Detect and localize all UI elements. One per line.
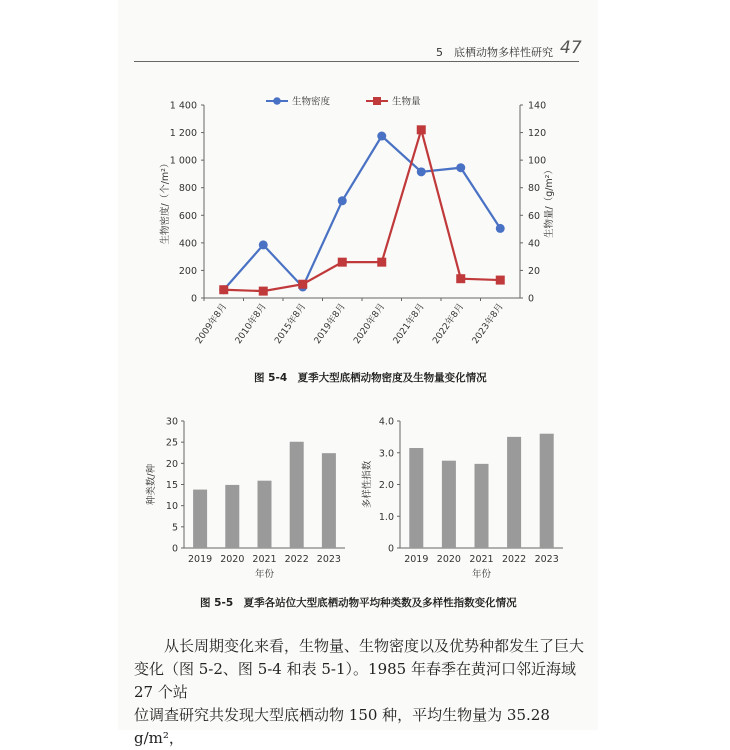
left-tick-label: 600 [178, 210, 197, 222]
density-point [456, 163, 465, 172]
body-line-2: 变化（图 5-2、图 5-4 和表 5-1）。1985 年春季在黄河口邻近海域 27 个站 [134, 660, 576, 701]
species-x-tick-label: 2020 [220, 554, 245, 565]
species-y-tick-label: 20 [165, 458, 178, 470]
right-tick-label: 120 [528, 128, 547, 140]
diversity-y-tick-label: 3.0 [378, 448, 394, 460]
density-point [259, 240, 268, 249]
diversity-bar [540, 434, 554, 548]
legend-marker-2 [373, 97, 381, 105]
species-bar [258, 481, 272, 548]
legend-label-1: 生物密度 [292, 96, 331, 108]
running-header: 5 底栖动物多样性研究 [436, 46, 553, 59]
x-tick-label: 2022年8月 [431, 301, 467, 346]
diversity-bar [442, 461, 456, 548]
density-point [338, 196, 347, 205]
diversity-x-tick-label: 2021 [469, 554, 494, 565]
species-x-tick-label: 2022 [284, 554, 309, 565]
biomass-point [377, 258, 386, 267]
biomass-point [496, 276, 505, 285]
body-line-1: 从长周期变化来看，生物量、生物密度以及优势种都发生了巨大 [164, 637, 585, 655]
diversity-y-tick-label: 2.0 [378, 480, 394, 491]
left-tick-label: 1 000 [169, 155, 197, 167]
species-x-tick-label: 2023 [316, 554, 341, 565]
series-line-1 [224, 136, 501, 290]
right-tick-label: 80 [528, 183, 541, 195]
diversity-x-tick-label: 2020 [436, 554, 461, 565]
density-point [377, 132, 386, 141]
species-bar [225, 485, 239, 548]
right-axis-title: 生物量/（g/m²） [544, 165, 555, 238]
biomass-point [456, 274, 465, 283]
right-tick-label: 100 [528, 155, 547, 167]
right-tick-label: 60 [528, 210, 541, 222]
species-y-tick-label: 10 [165, 501, 178, 513]
legend-marker-1 [273, 97, 281, 105]
x-tick-label: 2021年8月 [391, 301, 427, 346]
biomass-point [259, 287, 268, 296]
species-y-tick-label: 0 [171, 543, 178, 555]
species-x-axis-title: 年份 [254, 569, 275, 580]
biomass-point [417, 125, 426, 134]
x-tick-label: 2015年8月 [273, 301, 309, 346]
diversity-x-tick-label: 2023 [534, 554, 559, 565]
left-tick-label: 200 [178, 265, 197, 277]
diversity-x-axis-title: 年份 [471, 569, 492, 580]
figure-5-4-caption: 图 5-4 夏季大型底栖动物密度及生物量变化情况 [254, 372, 487, 384]
left-axis-title: 生物密度/（个/m²） [160, 158, 171, 245]
x-tick-label: 2023年8月 [470, 301, 506, 346]
series-line-2 [224, 130, 501, 291]
x-tick-label: 2020年8月 [352, 301, 388, 346]
species-y-tick-label: 25 [165, 437, 178, 449]
diversity-bar [475, 464, 489, 548]
diversity-bar [507, 437, 521, 548]
right-tick-label: 20 [528, 265, 541, 277]
right-tick-label: 140 [528, 100, 547, 112]
diversity-y-axis-title: 多样性指数 [362, 460, 373, 509]
legend-label-2: 生物量 [392, 96, 421, 108]
biomass-point [338, 258, 347, 267]
page-number: 47 [560, 38, 582, 58]
diversity-x-tick-label: 2019 [404, 554, 429, 565]
species-y-tick-label: 30 [165, 416, 178, 428]
species-y-tick-label: 5 [171, 522, 178, 534]
left-tick-label: 0 [190, 293, 197, 305]
diversity-x-tick-label: 2022 [502, 554, 527, 565]
species-bar [322, 453, 336, 548]
biomass-point [298, 280, 307, 289]
species-x-tick-label: 2019 [188, 554, 213, 565]
x-tick-label: 2009年8月 [194, 301, 230, 346]
right-tick-label: 40 [528, 238, 541, 250]
x-tick-label: 2019年8月 [312, 301, 348, 346]
left-tick-label: 1 200 [169, 128, 197, 140]
right-tick-label: 0 [528, 293, 535, 305]
diversity-bar [409, 448, 423, 548]
left-tick-label: 800 [178, 183, 197, 195]
species-y-axis-title: 种类数/种 [146, 463, 157, 506]
diversity-y-tick-label: 0 [387, 543, 394, 555]
density-point [417, 167, 426, 176]
density-point [496, 224, 505, 233]
diversity-y-tick-label: 1.0 [378, 511, 394, 523]
left-tick-label: 400 [178, 238, 197, 250]
species-bar [193, 490, 207, 548]
biomass-point [219, 285, 228, 294]
x-tick-label: 2010年8月 [233, 301, 269, 346]
species-x-tick-label: 2021 [252, 554, 277, 565]
diversity-y-tick-label: 4.0 [378, 416, 394, 428]
body-paragraph [134, 635, 584, 750]
body-line-3: 位调查研究共发现大型底栖动物 150 种，平均生物量为 35.28 g/m²， [134, 706, 550, 747]
species-bar [290, 442, 304, 548]
figure-5-5-caption: 图 5-5 夏季各站位大型底栖动物平均种类数及多样性指数变化情况 [200, 597, 517, 609]
left-tick-label: 1 400 [169, 100, 197, 112]
species-y-tick-label: 15 [165, 480, 178, 491]
